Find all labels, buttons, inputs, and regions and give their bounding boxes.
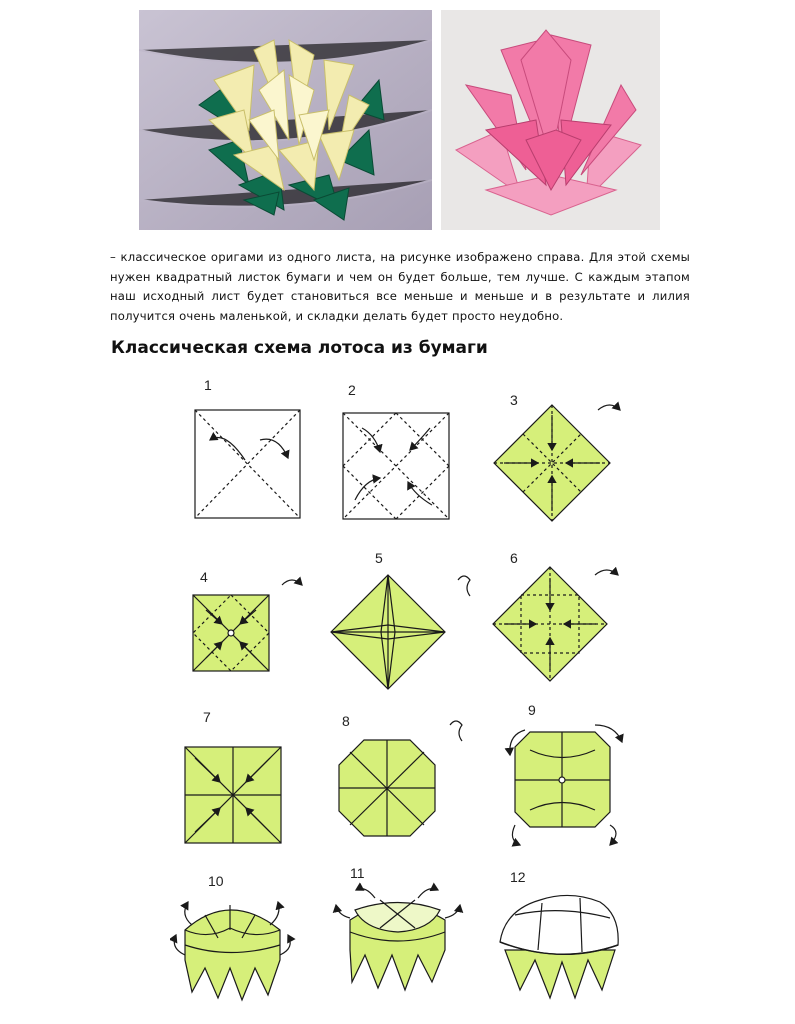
step-9-figure [510, 725, 622, 845]
step-number: 7 [203, 709, 211, 725]
step-8-figure [339, 721, 462, 836]
step-number: 11 [350, 865, 365, 881]
step-number: 6 [510, 550, 518, 566]
step-number: 4 [200, 569, 208, 585]
step-number: 1 [204, 377, 212, 393]
step-number: 12 [510, 869, 526, 885]
step-12-figure [500, 895, 618, 998]
step-number: 9 [528, 702, 536, 718]
step-10-figure [174, 902, 290, 1000]
step-4-figure [193, 580, 302, 671]
pink-lotus-photo [441, 10, 660, 230]
section-heading: Классическая схема лотоса из бумаги [111, 338, 488, 358]
step-number: 8 [342, 713, 350, 729]
step-number: 10 [208, 873, 224, 889]
step-number: 3 [510, 392, 518, 408]
step-number: 2 [348, 382, 356, 398]
folding-diagram [170, 370, 630, 1010]
intro-paragraph: – классическое оригами из одного листа, на рисунке изображено справа. Для этой схемы нужен квадратный листок бумаги и чем он будет больше, тем лучше. С каждым этапом наш исходный лист будет становиться все меньше и меньше и в результате и лилия получится очень маленькой, и складки делать будет просто неудобно. [110, 250, 690, 323]
step-1-figure [195, 410, 300, 518]
step-3-figure [494, 405, 620, 521]
step-2-figure [343, 413, 449, 519]
step-6-figure [493, 567, 618, 681]
step-7-figure [185, 747, 281, 843]
step-5-figure [331, 575, 470, 689]
step-number: 5 [375, 550, 383, 566]
step-11-figure [336, 889, 460, 990]
yellow-lotus-photo [139, 10, 432, 230]
